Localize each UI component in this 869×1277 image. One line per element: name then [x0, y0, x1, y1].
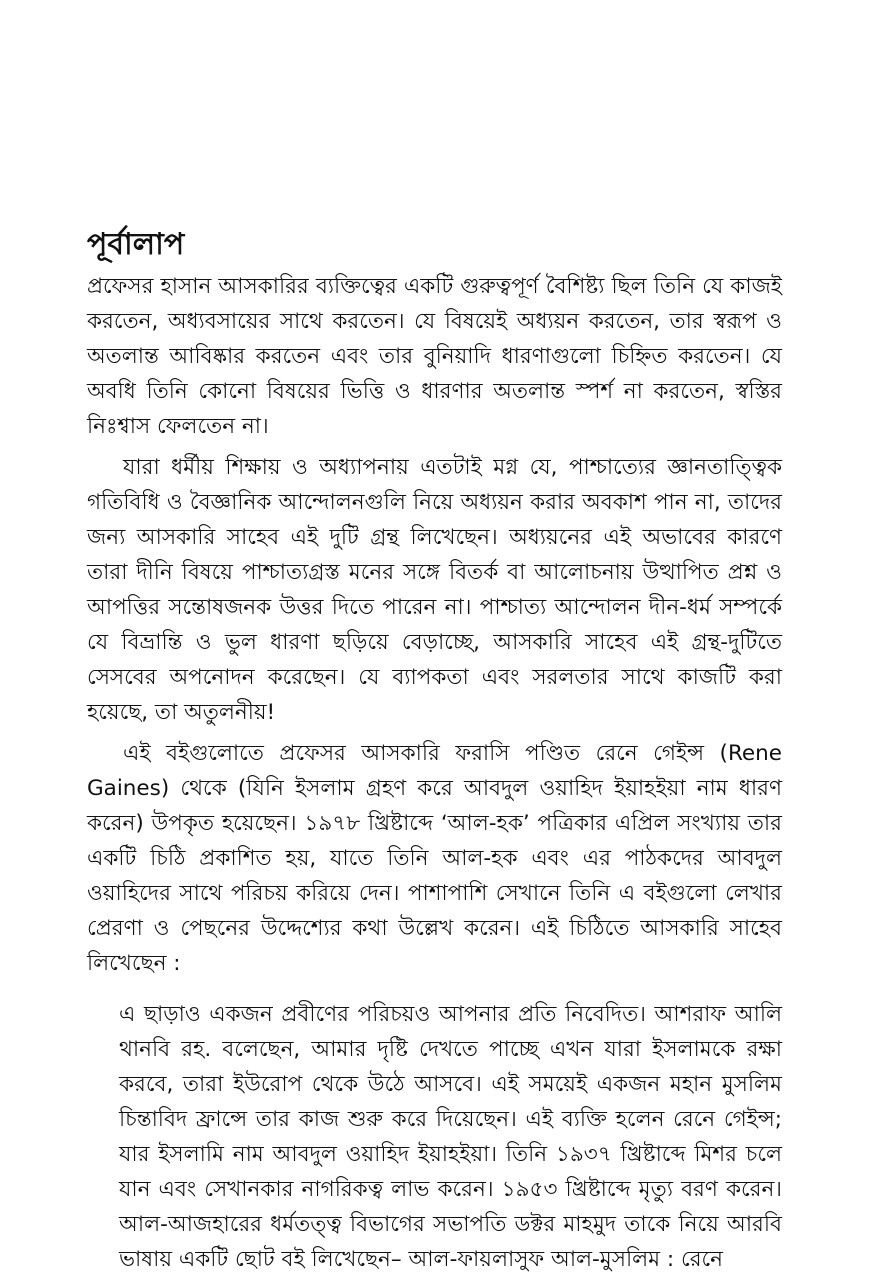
- paragraph-3: এই বইগুলোতে প্রফেসর আসকারি ফরাসি পণ্ডিত রেনে গেইন্স (Rene Gaines) থেকে (যিনি ইসলাম গ্রহণ করে আবদুল ওয়াহিদ ইয়াহইয়া নাম ধারণ করেন) উপকৃত হয়েছেন। ১৯৭৮ খ্রিষ্টাব্দে ‘আল-হক’ পত্রিকার এপ্রিল সংখ্যায় তার একটি চিঠি প্রকাশিত হয়, যাতে তিনি আল-হক এবং এর পাঠকদের আবদুল ওয়াহিদের সাথে পরিচয় করিয়ে দেন। পাশাপাশি সেখানে তিনি এ বইগুলো লেখার প্রেরণা ও পেছনের উদ্দেশ্যের কথা উল্লেখ করেন। এই চিঠিতে আসকারি সাহেব লিখেছেন :: [87, 741, 782, 976]
- document-page: [87, 225, 782, 1277]
- section-heading: পূর্বালাপ: [87, 227, 185, 262]
- paragraph-2: যারা ধর্মীয় শিক্ষায় ও অধ্যাপনায় এতটাই মগ্ন যে, পাশ্চাত্যের জ্ঞানতাত্ত্বিক গতিবিধি ও বৈজ্ঞানিক আন্দোলনগুলি নিয়ে অধ্যয়ন করার অবকাশ পান না, তাদের জন্য আসকারি সাহেব এই দুটি গ্রন্থ লিখেছেন। অধ্যয়নের এই অভাবের কারণে তারা দীনি বিষয়ে পাশ্চাত্যগ্রস্ত মনের সঙ্গে বিতর্ক বা আলোচনায় উত্থাপিত প্রশ্ন ও আপত্তির সন্তোষজনক উত্তর দিতে পারেন না। পাশ্চাত্য আন্দোলন দীন-ধর্ম সম্পর্কে যে বিভ্রান্তি ও ভুল ধারণা ছড়িয়ে বেড়াচ্ছে, আসকারি সাহেব এই গ্রন্থ-দুটিতে সেসবের অপনোদন করেছেন। যে ব্যাপকতা এবং সরলতার সাথে কাজটি করা হয়েছে, তা অতুলনীয়!: [87, 455, 782, 725]
- block-quote: এ ছাড়াও একজন প্রবীণের পরিচয়ও আপনার প্রতি নিবেদিত। আশরাফ আলি থানবি রহ. বলেছেন, আমার দৃষ্টি দেখতে পাচ্ছে এখন যারা ইসলামকে রক্ষা করবে, তারা ইউরোপ থেকে উঠে আসবে। এই সময়েই একজন মহান মুসলিম চিন্তাবিদ ফ্রান্সে তার কাজ শুরু করে দিয়েছেন। এই ব্যক্তি হলেন রেনে গেইন্স; যার ইসলামি নাম আবদুল ওয়াহিদ ইয়াহইয়া। তিনি ১৯৩৭ খ্রিষ্টাব্দে মিশর চলে যান এবং সেখানকার নাগরিকত্ব লাভ করেন। ১৯৫৩ খ্রিষ্টাব্দে মৃত্যু বরণ করেন। আল-আজহারের ধর্মতত্ত্ব বিভাগের সভাপতি ডক্টর মাহমুদ তাকে নিয়ে আরবি ভাষায় একটি ছোট বই লিখেছেন– আল-ফায়লাসুফ আল-মুসলিম : রেনে: [119, 1002, 782, 1272]
- paragraph-1: প্রফেসর হাসান আসকারির ব্যক্তিত্বের একটি গুরুত্বপূর্ণ বৈশিষ্ট্য ছিল তিনি যে কাজই করতেন, অধ্যবসায়ের সাথে করতেন। যে বিষয়েই অধ্যয়ন করতেন, তার স্বরূপ ও অতলান্ত আবিষ্কার করতেন এবং তার বুনিয়াদি ধারণাগুলো চিহ্নিত করতেন। যে অবধি তিনি কোনো বিষয়ের ভিত্তি ও ধারণার অতলান্ত স্পর্শ না করতেন, স্বস্তির নিঃশ্বাস ফেলতেন না।: [87, 274, 782, 439]
